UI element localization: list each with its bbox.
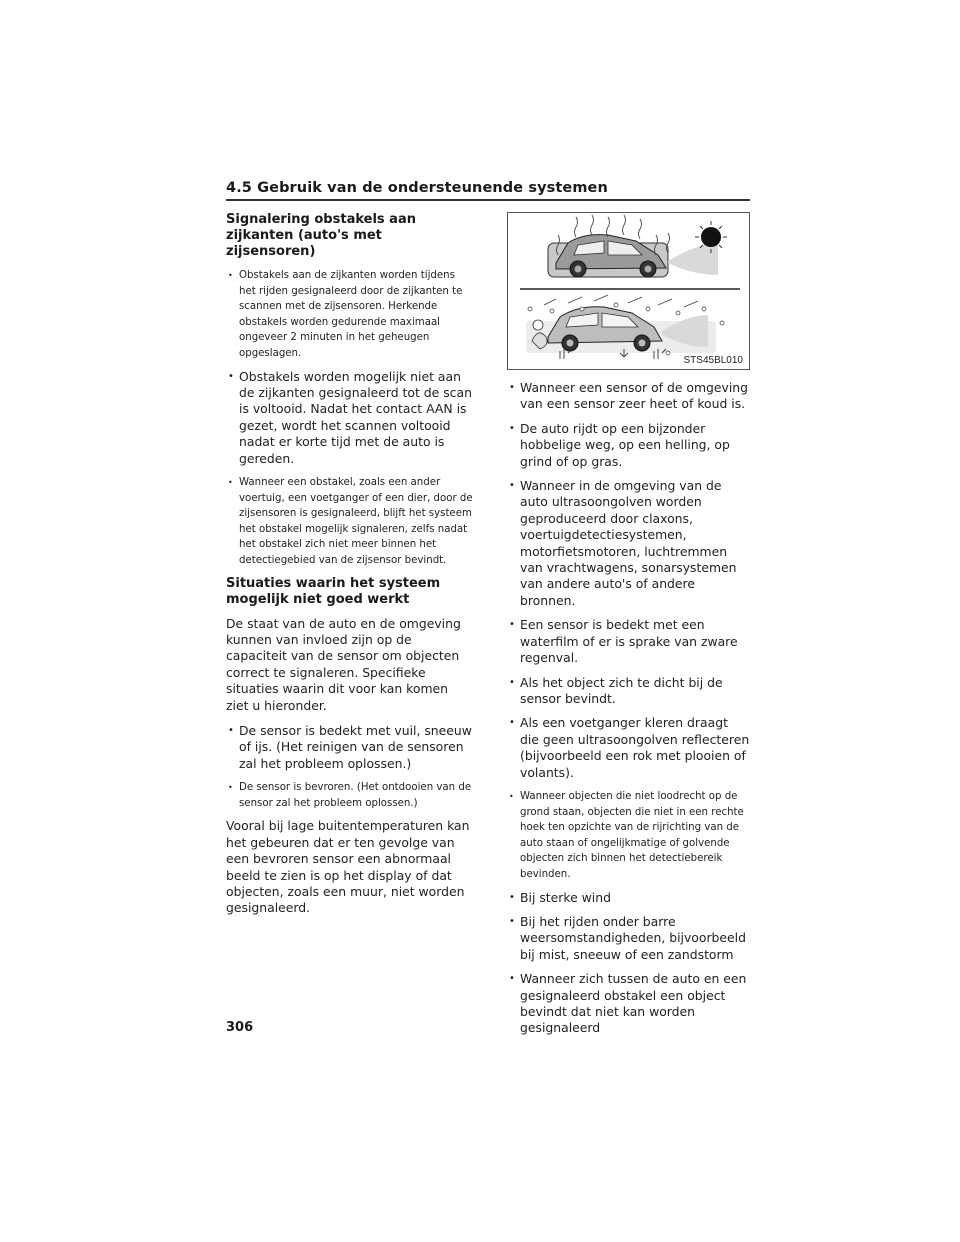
left-column [226, 212, 474, 926]
figure-illustration [508, 213, 751, 371]
right-column [507, 212, 750, 1045]
list-item: • Wanneer een sensor of de omgeving van een sensor zeer heet of koud is. [507, 380, 750, 413]
list-item: • Wanneer zich tussen de auto en een gesignaleerd obstakel een object bevindt dat niet kan worden gesignaleerd [507, 971, 750, 1037]
list-item: • Obstakels worden mogelijk niet aan de zijkanten gesignaleerd tot de scan is voltooid. Nadat het contact AAN is gezet, wordt het scannen voltooid nadat er korte tijd met de auto is gereden. [226, 369, 474, 467]
list-item: • Wanneer een obstakel, zoals een ander voertuig, een voetganger of een dier, door de zijsensoren is gesignaleerd, blijft het systeem het obstakel mogelijk signaleren, zelfs nadat het obstakel zich niet meer binnen het detectiegebied van de zijsensor bevindt. [226, 475, 474, 569]
heading-side-obstacles: Signalering obstakels aan zijkanten (auto's met zijsensoren) [226, 212, 416, 259]
heading-limitations: Situaties waarin het systeem mogelijk niet goed werkt [226, 575, 441, 607]
paragraph-cold: Vooral bij lage buitentemperaturen kan het gebeuren dat er ten gevolge van een bevroren sensor een abnormaal beeld te zien is op het display of dat objecten, zoals een muur, niet worden gesignaleerd. [226, 818, 470, 916]
car-heat-sun-illustration [548, 215, 727, 277]
sensor-conditions-figure [507, 212, 750, 370]
figure-code: STS45BL010 [683, 355, 743, 366]
list-item: • Bij het rijden onder barre weersomstandigheden, bijvoorbeeld bij mist, sneeuw of een zandstorm [507, 914, 750, 963]
list-item: • De sensor is bevroren. (Het ontdooien van de sensor zal het probleem oplossen.) [226, 780, 474, 811]
car-snow-illustration [526, 295, 724, 359]
list-item: • Een sensor is bedekt met een waterfilm of er is sprake van zware regenval. [507, 617, 750, 666]
list-item: • Bij sterke wind [507, 890, 750, 906]
list-item: • De auto rijdt op een bijzonder hobbelige weg, op een helling, op grind of op gras. [507, 421, 750, 470]
list-item: • Als het object zich te dicht bij de sensor bevindt. [507, 675, 750, 708]
header-rule [226, 199, 750, 201]
limitations-list-right [507, 380, 750, 1037]
list-item: • De sensor is bedekt met vuil, sneeuw of ijs. (Het reinigen van de sensoren zal het probleem oplossen.) [226, 723, 474, 772]
side-obstacle-list [226, 268, 474, 569]
page-header [226, 180, 750, 201]
section-title: 4.5 Gebruik van de ondersteunende systemen [226, 180, 608, 196]
list-item: • Als een voetganger kleren draagt die geen ultrasoongolven reflecteren (bijvoorbeeld een rok met plooien of volants). [507, 715, 750, 781]
list-item: • Wanneer objecten die niet loodrecht op de grond staan, objecten die niet in een rechte hoek ten opzichte van de rijrichting van de auto staan of ongelijkmatige of golvende objecten zich binnen het detectiebereik bevinden. [507, 789, 750, 883]
page-number: 306 [226, 1020, 254, 1035]
paragraph-intro: De staat van de auto en de omgeving kunnen van invloed zijn op de capaciteit van de sensor om objecten correct te signaleren. Specifieke situaties waarin dit voor kan komen ziet u hieronder. [226, 615, 461, 713]
list-item: • Obstakels aan de zijkanten worden tijdens het rijden gesignaleerd door de zijkanten te scannen met de zijsensoren. Herkende obstakels worden gedurende maximaal ongeveer 2 minuten in het geheugen opgeslagen. [226, 268, 474, 362]
list-item: • Wanneer in de omgeving van de auto ultrasoongolven worden geproduceerd door claxons, voertuigdetectiesystemen, motorfietsmotoren, luchtremmen van vrachtwagens, sonarsystemen van andere auto's of andere bronnen. [507, 478, 750, 609]
limitations-list-left [226, 723, 474, 811]
